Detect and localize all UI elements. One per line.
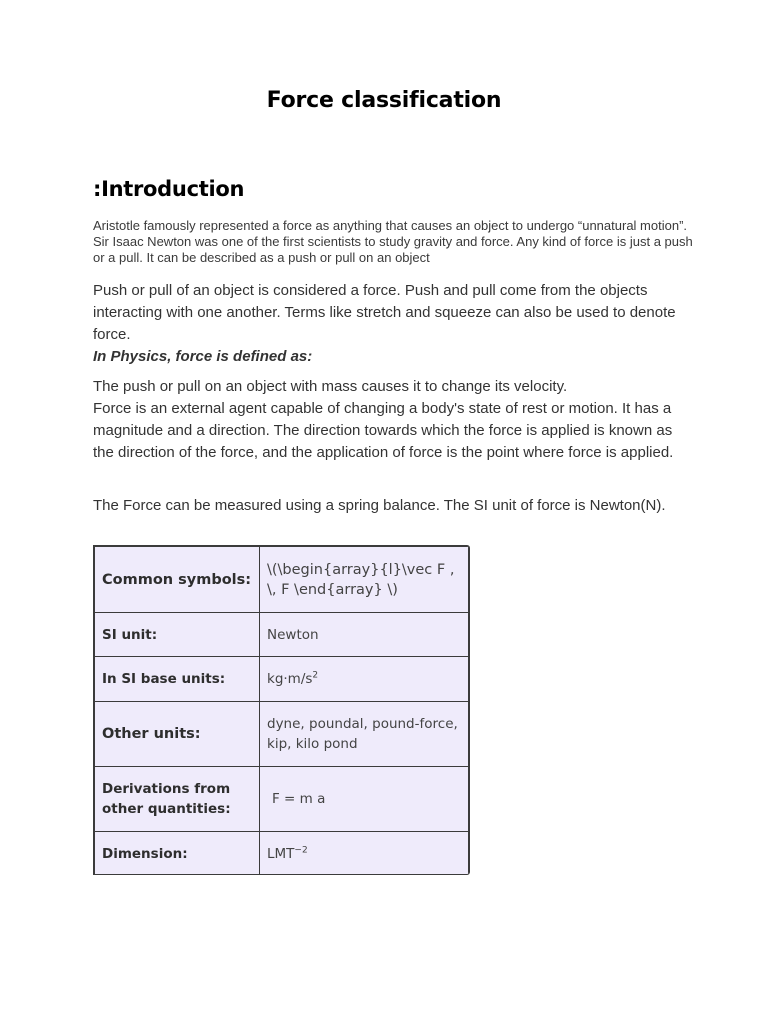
- spring-balance-paragraph: The Force can be measured using a spring balance. The SI unit of force is Newton(N).: [93, 497, 666, 514]
- table-key: Derivations from other quantities:: [95, 767, 260, 832]
- table-row: [95, 767, 469, 832]
- exponent: −2: [294, 845, 308, 855]
- table-row: [95, 613, 469, 657]
- table-value: [260, 657, 469, 702]
- table-row: [95, 547, 469, 613]
- introduction-heading: :Introduction: [93, 177, 245, 201]
- table-value: dyne, poundal, pound-force, kip, kilo pond: [260, 702, 469, 767]
- push-pull-paragraph: Push or pull of an object is considered a force. Push and pull come from the objects interacting with one another. Terms like stretch and squeeze can also be used to denote force.: [93, 282, 676, 343]
- si-base-units-text: kg·m/s: [267, 671, 313, 687]
- table-key: In SI base units:: [95, 657, 260, 702]
- velocity-line: The push or pull on an object with mass causes it to change its velocity.: [93, 378, 568, 395]
- table-row: [95, 657, 469, 702]
- table-key: SI unit:: [95, 613, 260, 657]
- document-title: Force classification: [266, 88, 502, 113]
- force-properties-table: [93, 545, 470, 875]
- physics-definition-label: In Physics, force is defined as:: [93, 348, 313, 365]
- table-key: Common symbols:: [95, 547, 260, 613]
- intro-paragraph: Aristotle famously represented a force as anything that causes an object to undergo “unnatural motion”. Sir Isaac Newton was one of the first scientists to study gravity and force. Any kind of force is just a push or a pull. It can be described as a push or pull on an object: [93, 218, 693, 265]
- table-row: [95, 832, 469, 876]
- table-value: F = m a: [260, 767, 469, 832]
- exponent: 2: [312, 670, 319, 681]
- table-value: [260, 832, 469, 876]
- table-row: [95, 702, 469, 767]
- table-value: \(\begin{array}{l}\vec F , \, F \end{array} \): [260, 547, 469, 613]
- external-agent-text: Force is an external agent capable of changing a body's state of rest or motion. It has a magnitude and a direction. The direction towards which the force is applied is known as the direction of the force, and the application of force is the point where force is applied.: [93, 400, 674, 461]
- dimension-text: LMT: [267, 845, 295, 862]
- table-value: Newton: [260, 613, 469, 657]
- table-key: Other units:: [95, 702, 260, 767]
- table-key: Dimension:: [95, 832, 260, 876]
- force-definition-paragraph: [93, 376, 683, 464]
